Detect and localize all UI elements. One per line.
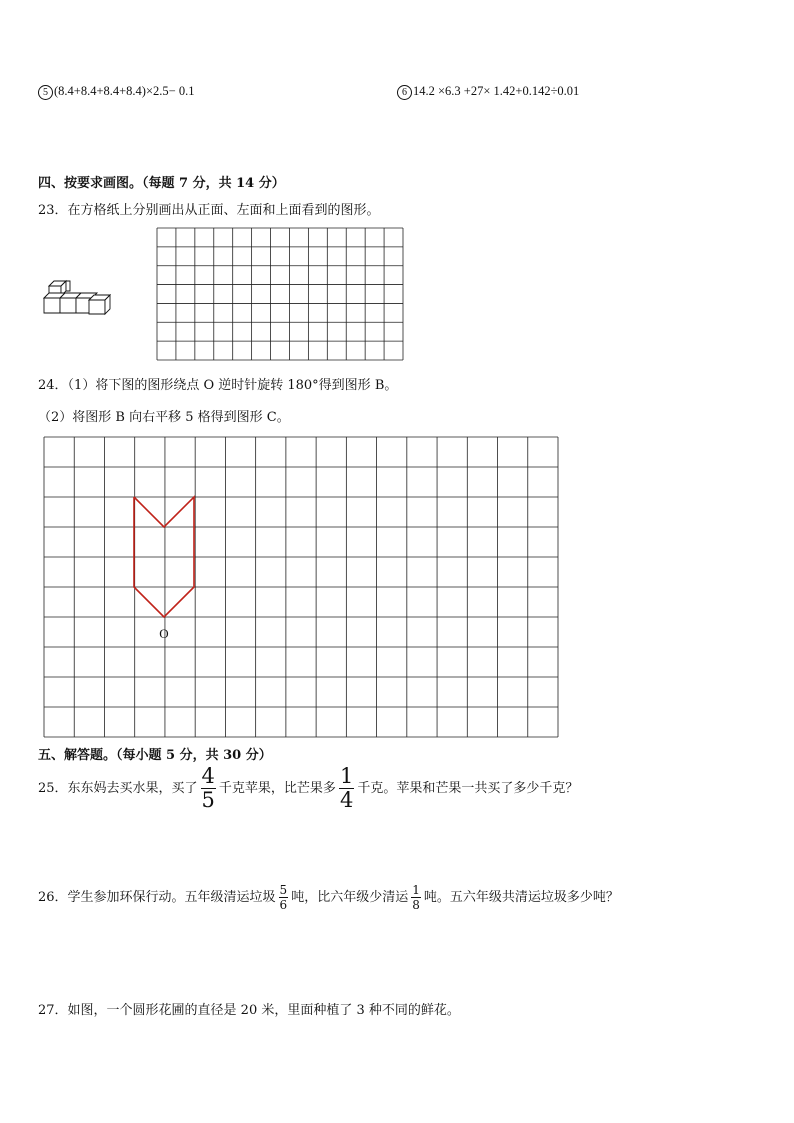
fraction-1-4: $\frac{1}{4}$ xyxy=(339,764,354,812)
point-o-label: O xyxy=(159,626,169,641)
large-grid-lines xyxy=(44,437,558,737)
q26-post: 吨。五六年级共清运垃圾多少吨？ xyxy=(423,890,619,905)
question-27: 27．如图，一个圆形花圃的直径是 20 米，里面种植了 3 种不同的鲜花。 xyxy=(38,1003,460,1018)
expression-5-text: (8.4+8.4+8.4+8.4)×2.5− 0.1 xyxy=(54,84,195,98)
question-23: 23．在方格纸上分别画出从正面、左面和上面看到的图形。 xyxy=(38,203,380,218)
fraction-5-6: $\frac{5}{6}$ xyxy=(279,883,288,912)
question-24-part-2: （2）将图形 B 向右平移 5 格得到图形 C。 xyxy=(38,410,290,425)
expression-6 xyxy=(397,84,579,100)
q25-mid: 千克苹果，比芒果多 xyxy=(218,781,336,796)
expression-5 xyxy=(38,84,194,100)
section-5-title: 五、解答题。（每小题 5 分，共 30 分） xyxy=(38,748,272,763)
cube-stack-figure xyxy=(40,278,120,318)
q25-post: 千克。苹果和芒果一共买了多少千克？ xyxy=(357,781,579,796)
question-25 xyxy=(38,766,578,811)
section-4-title: 四、按要求画图。（每题 7 分，共 14 分） xyxy=(38,176,285,191)
cube-stack-lines xyxy=(44,281,110,314)
large-transform-grid xyxy=(43,436,561,740)
q25-pre: 25．东东妈去买水果，买了 xyxy=(38,781,198,796)
question-26 xyxy=(38,880,619,916)
fraction-1-8: $\frac{1}{8}$ xyxy=(412,883,420,912)
circled-number-5: 5 xyxy=(38,85,53,100)
q26-pre: 26．学生参加环保行动。五年级清运垃圾 xyxy=(38,890,276,905)
q26-mid: 吨，比六年级少清运 xyxy=(291,890,409,905)
small-drawing-grid xyxy=(156,227,404,361)
fraction-4-5: $\frac{4}{5}$ xyxy=(201,764,215,812)
small-grid-lines xyxy=(157,228,403,360)
circled-number-6: 6 xyxy=(397,85,412,100)
question-24-part-1: 24．（1）将下图的图形绕点 O 逆时针旋转 180°得到图形 B。 xyxy=(38,378,398,393)
expression-6-text: 14.2 ×6.3 +27× 1.42+0.142÷0.01 xyxy=(413,84,580,98)
